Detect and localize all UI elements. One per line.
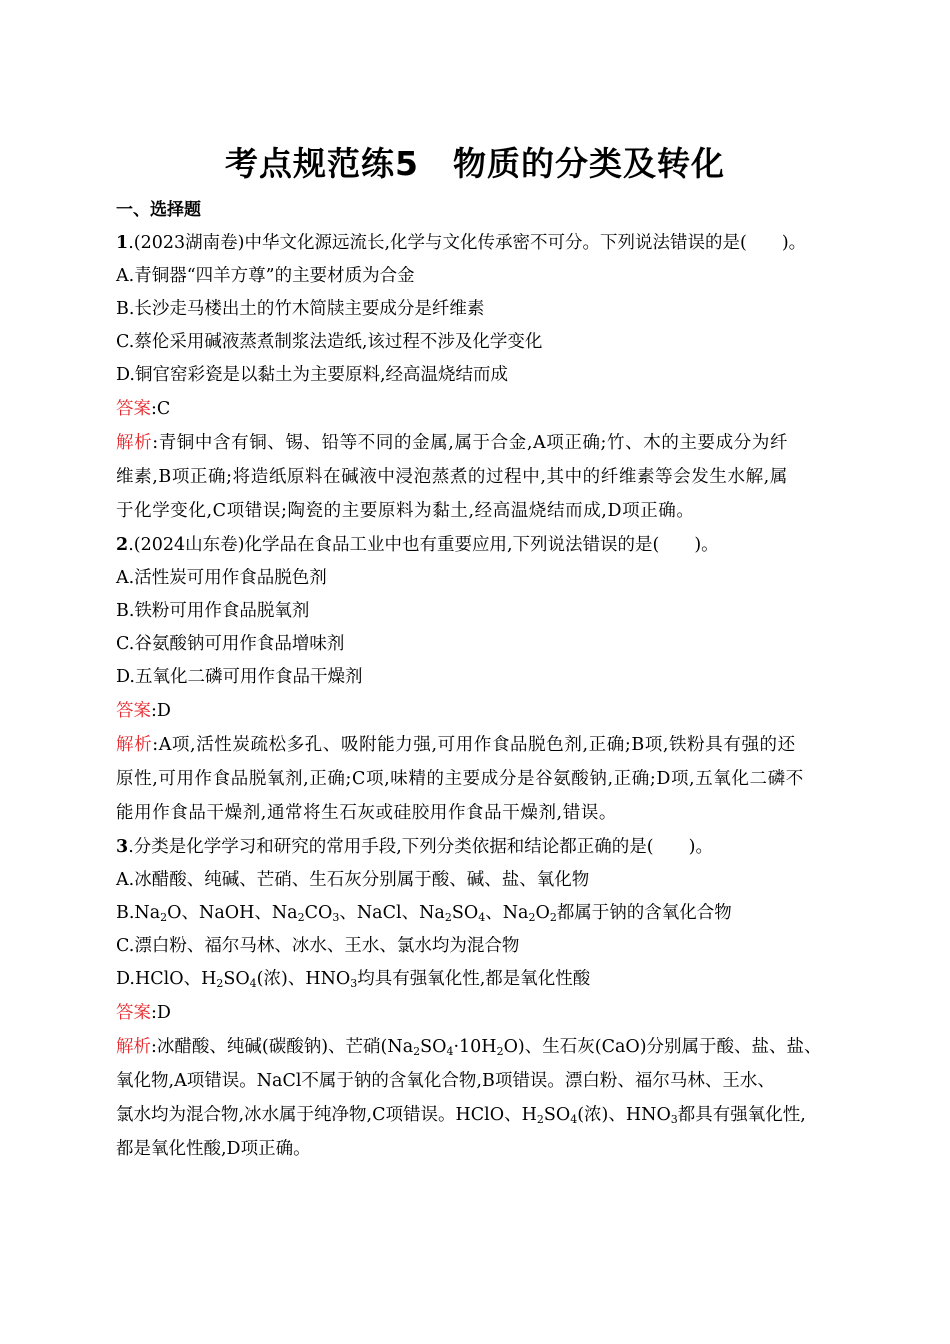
question-2-stem [116, 533, 846, 557]
question-number: 2 [116, 535, 129, 555]
answer-value: :D [151, 701, 171, 721]
q2-option-c: C.谷氨酸钠可用作食品增味剂 [116, 634, 345, 654]
answer-label: 答案 [116, 701, 151, 721]
q1-option-d: D.铜官窑彩瓷是以黏土为主要原料,经高温烧结而成 [116, 365, 509, 385]
question-text: .(2023湖南卷)中华文化源远流长,化学与文化传承密不可分。下列说法错误的是( )。 [128, 233, 807, 253]
explanation-label: 解析 [116, 735, 153, 755]
q3-option-a: A.冰醋酸、纯碱、芒硝、生石灰分别属于酸、碱、盐、氧化物 [116, 870, 590, 890]
section-heading: 一、选择题 [116, 200, 201, 220]
q3-answer [116, 1001, 846, 1025]
page-title: 考点规范练5 物质的分类及转化 [225, 144, 725, 183]
q1-option-b: B.长沙走马楼出土的竹木简牍主要成分是纤维素 [116, 299, 485, 319]
q1-explanation-line-3: 于化学变化,C项错误;陶瓷的主要原料为黏土,经高温烧结而成,D项正确。 [116, 501, 695, 521]
q2-explanation-line-3: 能用作食品干燥剂,通常将生石灰或硅胶用作食品干燥剂,错误。 [116, 803, 618, 823]
q1-answer [116, 397, 846, 421]
question-3-stem [116, 835, 846, 859]
q3-option-c: C.漂白粉、福尔马林、冰水、王水、氯水均为混合物 [116, 936, 520, 956]
question-1-stem [116, 231, 846, 255]
q3-option-d: D.HClO、$H_2SO_4$(浓)、$HNO_3$均具有强氧化性,都是氧化性酸 [116, 969, 591, 990]
answer-value: :C [151, 399, 171, 419]
q2-explanation-line-1 [116, 733, 846, 757]
question-text: .分类是化学学习和研究的常用手段,下列分类依据和结论都正确的是( )。 [128, 837, 713, 857]
answer-label: 答案 [116, 1003, 151, 1023]
question-number: 1 [116, 233, 129, 253]
q2-option-d: D.五氧化二磷可用作食品干燥剂 [116, 667, 363, 687]
explanation-label: 解析 [116, 1037, 151, 1057]
explanation-label: 解析 [116, 433, 153, 453]
q2-option-a: A.活性炭可用作食品脱色剂 [116, 568, 327, 588]
explanation-text: :青铜中含有铜、锡、铅等不同的金属,属于合金,A项正确;竹、木的主要成分为纤 [152, 433, 789, 453]
q3-explanation-line-1: 解析:冰醋酸、纯碱(碳酸钠)、芒硝$(Na_2SO_4\cdot 10H_2O)$、生石灰(CaO)分别属于酸、盐、盐、 [116, 1037, 822, 1058]
answer-value: :D [151, 1003, 171, 1023]
explanation-text: :A项,活性炭疏松多孔、吸附能力强,可用作食品脱色剂,正确;B项,铁粉具有强的还 [152, 735, 796, 755]
q3-explanation-line-3: 氯水均为混合物,冰水属于纯净物,C项错误。HClO、$H_2SO_4$(浓)、$HNO_3$都具有强氧化性, [116, 1105, 806, 1126]
q2-answer [116, 699, 846, 723]
q2-explanation-line-2: 原性,可用作食品脱氧剂,正确;C项,味精的主要成分是谷氨酸钠,正确;D项,五氧化二磷不 [116, 769, 804, 789]
q1-explanation-line-2: 维素,B项正确;将造纸原料在碱液中浸泡蒸煮的过程中,其中的纤维素等会发生水解,属 [116, 467, 788, 487]
answer-label: 答案 [116, 399, 151, 419]
q1-explanation-line-1 [116, 431, 846, 455]
question-number: 3 [116, 837, 129, 857]
question-text: .(2024山东卷)化学品在食品工业中也有重要应用,下列说法错误的是( )。 [128, 535, 719, 555]
q1-option-a: A.青铜器“四羊方尊”的主要材质为合金 [116, 266, 415, 286]
q3-option-b: $B.Na_2O$、NaOH、$Na_2CO_3$、NaCl、$Na_2SO_4$、$Na_2O_2$都属于钠的含氧化合物 [116, 903, 732, 924]
q3-explanation-line-2: 氧化物,A项错误。NaCl不属于钠的含氧化合物,B项错误。漂白粉、福尔马林、王水、 [116, 1071, 775, 1091]
q3-explanation-line-4: 都是氧化性酸,D项正确。 [116, 1139, 311, 1159]
q1-option-c: C.蔡伦采用碱液蒸煮制浆法造纸,该过程不涉及化学变化 [116, 332, 543, 352]
q2-option-b: B.铁粉可用作食品脱氧剂 [116, 601, 310, 621]
